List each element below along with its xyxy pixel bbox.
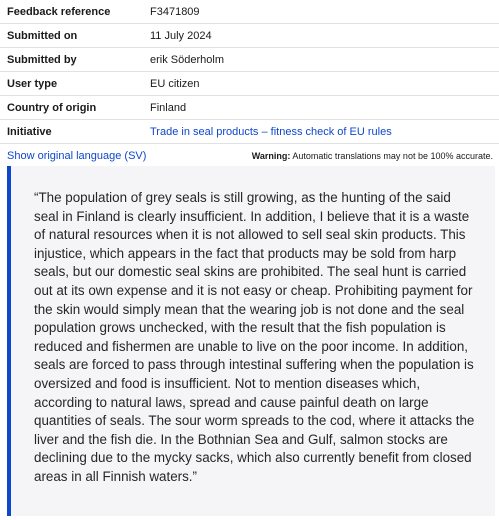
country-of-origin-label: Country of origin: [7, 101, 97, 114]
row-initiative: [0, 120, 499, 144]
feedback-reference-label: Feedback reference: [7, 5, 111, 18]
feedback-reference-value: F3471809: [150, 5, 200, 18]
row-country-of-origin: [0, 96, 499, 120]
feedback-details-table: [0, 0, 499, 144]
feedback-quote-box: [7, 166, 495, 516]
row-user-type: [0, 72, 499, 96]
country-of-origin-value: Finland: [150, 101, 187, 114]
initiative-label: Initiative: [7, 125, 52, 138]
warning-label: Warning:: [251, 151, 291, 161]
user-type-value: EU citizen: [150, 77, 200, 90]
row-feedback-reference: [0, 0, 499, 24]
row-submitted-on: [0, 24, 499, 48]
submitted-on-label: Submitted on: [7, 29, 78, 42]
submitted-by-label: Submitted by: [7, 53, 77, 66]
submitted-on-value: 11 July 2024: [150, 29, 212, 42]
translation-warning: [252, 151, 493, 161]
feedback-text: “The population of grey seals is still growing, as the hunting of the said seal in Finland is clearly insufficient. In addition, I believe that it is a waste of natural resources when it is not allowed to sell seal skin products. This injustice, which appears in the fact that products may be sold from harp seals, but our domestic seal skins are prohibited. The seal hunt is carried out at its own expense and it is not easy or cheap. Prohibiting payment for the skin would simply mean that the wearing job is not done and the seal population grows unchecked, with the result that the fish population is reduced and fishermen are unable to live on the poor income. In addition, seals are forced to pass through intestinal suffering when the population is oversized and food is insufficient. Not to mention diseases which, according to natural laws, spread and cause painful death on large quantities of seals. The sour worm spreads to the cod, where it attacks the liver and the fish die. In the Bothnian Sea and Gulf, salmon stocks are declining due to the mycky sacks, which also currently benefit from closed areas in all Finnish waters.”: [34, 190, 475, 484]
show-original-language-link[interactable]: Show original language (SV): [7, 150, 147, 162]
warning-text: Automatic translations may not be 100% accurate.: [292, 151, 493, 161]
submitted-by-value: erik Söderholm: [150, 53, 224, 66]
initiative-link[interactable]: Trade in seal products – fitness check of EU rules: [150, 125, 392, 138]
translation-bar: [0, 146, 499, 166]
user-type-label: User type: [7, 77, 58, 90]
row-submitted-by: [0, 48, 499, 72]
